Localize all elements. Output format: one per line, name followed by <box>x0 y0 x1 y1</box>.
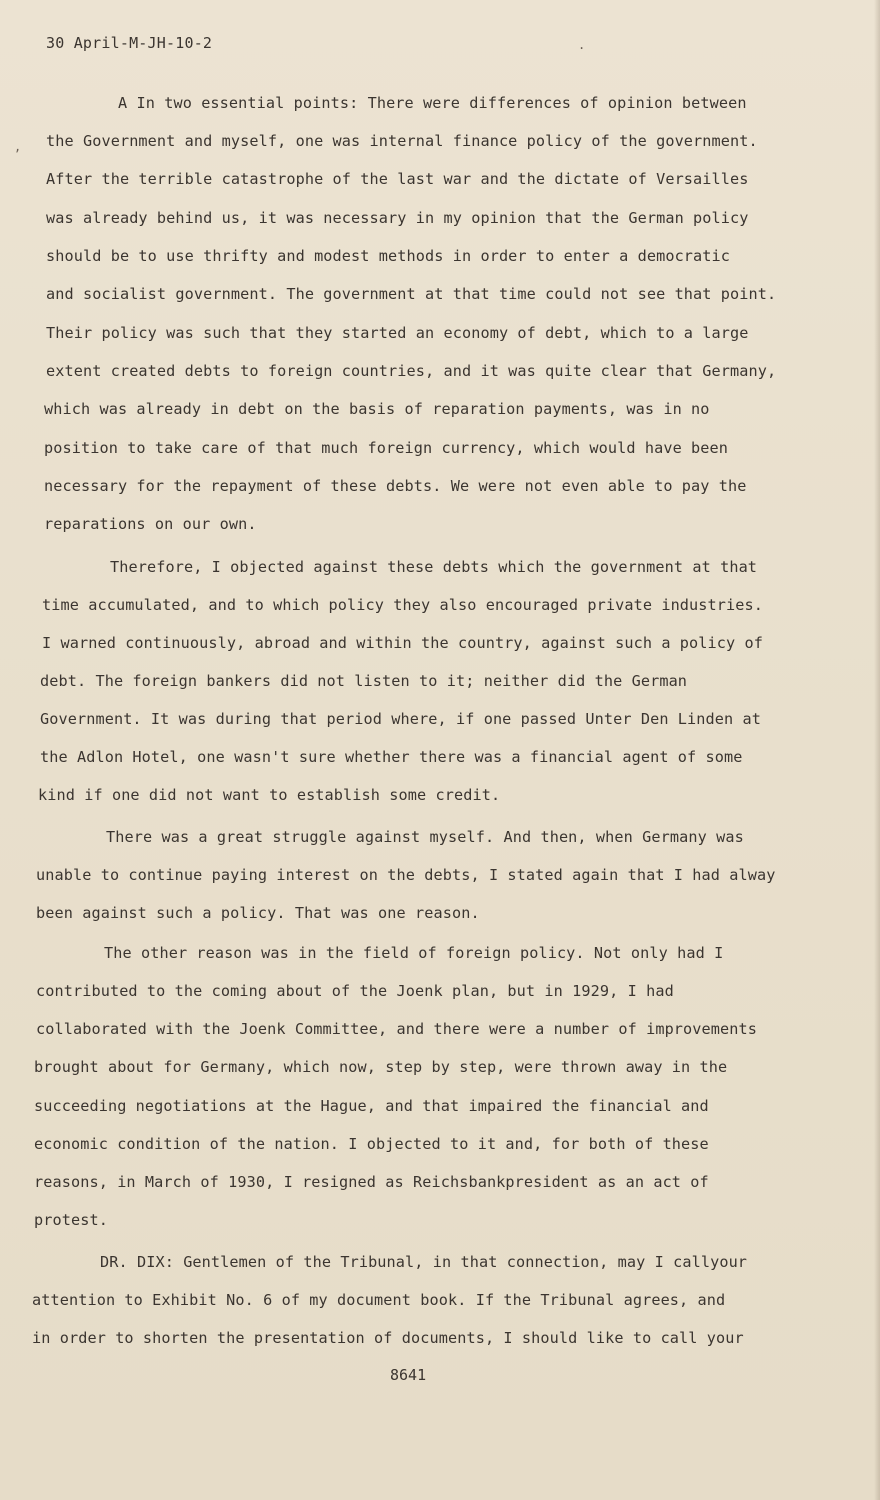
text-line: extent created debts to foreign countries, and it was quite clear that Germany, <box>46 362 777 380</box>
text-line: debt. The foreign bankers did not listen to it; neither did the German <box>40 672 688 690</box>
text-line: and socialist government. The government at that time could not see that point. <box>46 285 777 303</box>
text-line: Therefore, I objected against these debts which the government at that <box>110 558 758 576</box>
text-line: the Government and myself, one was internal finance policy of the government. <box>46 132 758 150</box>
text-line: collaborated with the Joenk Committee, and there were a number of improvements <box>36 1020 758 1038</box>
text-line: unable to continue paying interest on the debts, I stated again that I had alway <box>36 866 776 884</box>
text-line: in order to shorten the presentation of documents, I should like to call your <box>32 1329 744 1347</box>
text-line: position to take care of that much foreign currency, which would have been <box>44 439 729 457</box>
text-line: should be to use thrifty and modest methods in order to enter a democratic <box>46 247 731 265</box>
text-line: which was already in debt on the basis of reparation payments, was in no <box>44 400 710 418</box>
text-line: contributed to the coming about of the Joenk plan, but in 1929, I had <box>36 982 674 1000</box>
text-line: There was a great struggle against myself. And then, when Germany was <box>106 828 744 846</box>
text-line: was already behind us, it was necessary in my opinion that the German policy <box>46 209 749 227</box>
margin-mark: , <box>14 140 22 154</box>
text-line: The other reason was in the field of foreign policy. Not only had I <box>104 944 724 962</box>
text-line: kind if one did not want to establish some credit. <box>38 786 501 804</box>
text-line: protest. <box>34 1211 108 1229</box>
text-line: A In two essential points: There were differences of opinion between <box>118 94 747 112</box>
page-number: 8641 <box>390 1366 427 1384</box>
text-line: the Adlon Hotel, one wasn't sure whether there was a financial agent of some <box>40 748 743 766</box>
text-line: attention to Exhibit No. 6 of my document book. If the Tribunal agrees, and <box>32 1291 726 1309</box>
text-line: necessary for the repayment of these debts. We were not even able to pay the <box>44 477 747 495</box>
text-line: reasons, in March of 1930, I resigned as Reichsbankpresident as an act of <box>34 1173 709 1191</box>
text-line: I warned continuously, abroad and within the country, against such a policy of <box>42 634 764 652</box>
text-line: time accumulated, and to which policy they also encouraged private industries. <box>42 596 764 614</box>
text-line: reparations on our own. <box>44 515 257 533</box>
text-line: succeeding negotiations at the Hague, and that impaired the financial and <box>34 1097 709 1115</box>
text-line: Government. It was during that period where, if one passed Unter Den Linden at <box>40 710 762 728</box>
text-line: been against such a policy. That was one reason. <box>36 904 480 922</box>
text-line: Their policy was such that they started an economy of debt, which to a large <box>46 324 749 342</box>
page-edge-shadow <box>874 0 880 1500</box>
text-line: DR. DIX: Gentlemen of the Tribunal, in that connection, may I callyour <box>100 1253 748 1271</box>
text-line: brought about for Germany, which now, step by step, were thrown away in the <box>34 1058 728 1076</box>
text-line: economic condition of the nation. I objected to it and, for both of these <box>34 1135 709 1153</box>
page-header: 30 April-M-JH-10-2 <box>46 34 213 52</box>
margin-mark: . <box>578 38 586 52</box>
text-line: After the terrible catastrophe of the last war and the dictate of Versailles <box>46 170 749 188</box>
